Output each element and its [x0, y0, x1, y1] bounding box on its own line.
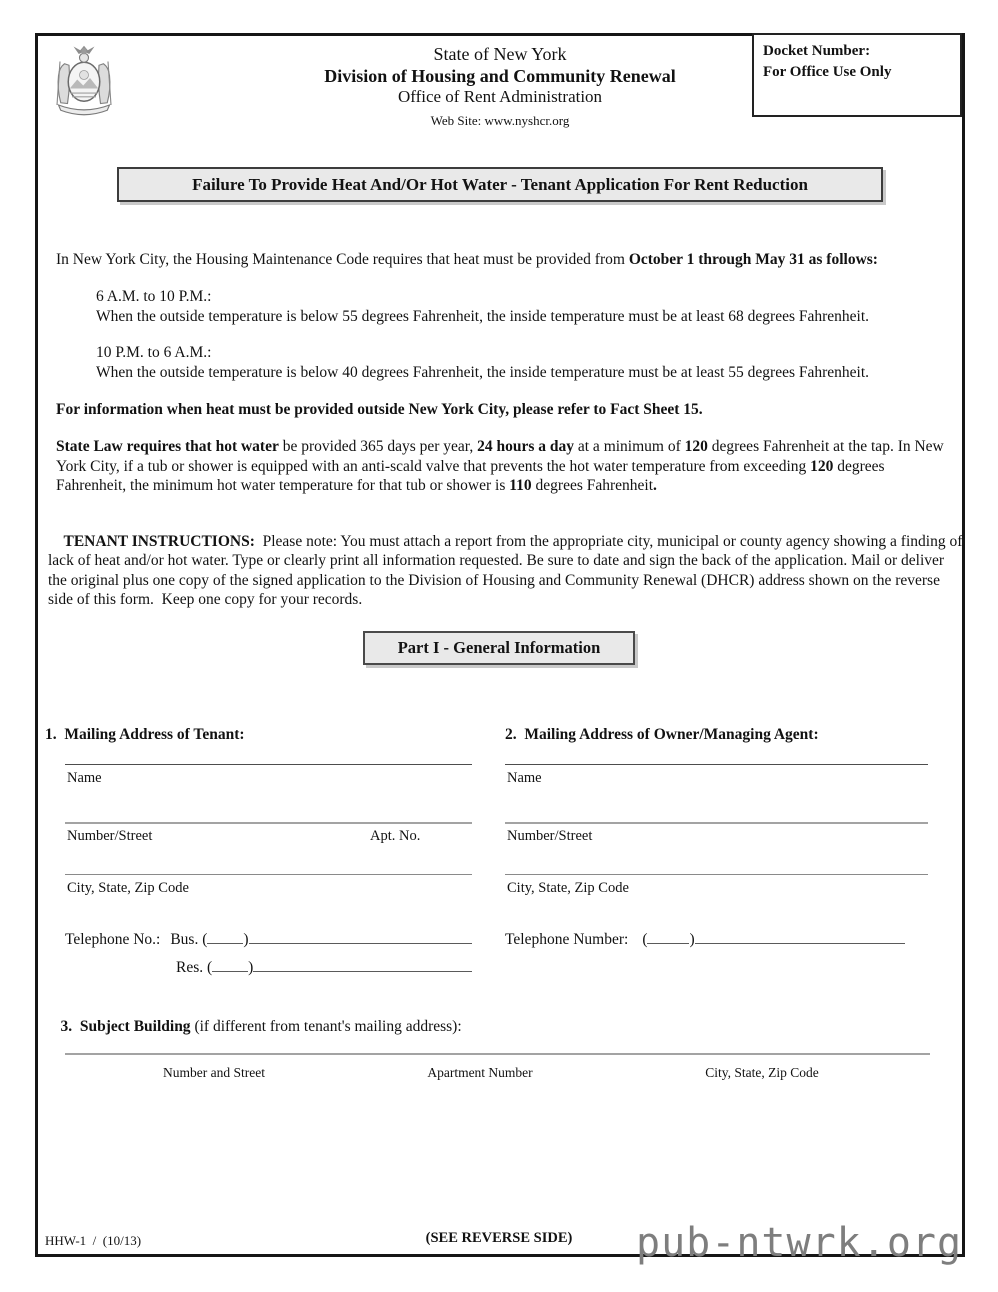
hot-water-b6: . — [653, 477, 657, 494]
subject-building-heading-rest: (if different from tenant's mailing address): — [190, 1017, 462, 1035]
header-office: Office of Rent Administration — [397, 87, 603, 107]
tenant-name-line — [65, 764, 472, 765]
tenant-street-label: Number/Street — [67, 828, 153, 844]
hot-water-paragraph — [56, 437, 955, 496]
schedule-day-time: 6 A.M. to 10 P.M.: — [96, 288, 212, 305]
owner-name-line — [505, 764, 928, 765]
hot-water-t3: degrees Fahrenheit at the tap. In New York City, if a tub or shower is equipped with an anti-scald valve that prevents the hot water temperature from exceeding — [56, 438, 944, 475]
tenant-city-label: City, State, Zip Code — [67, 880, 189, 896]
header-division: Division of Housing and Community Renewal — [324, 65, 676, 86]
tenant-apt-label: Apt. No. — [370, 828, 421, 844]
tenant-phone-res-row — [176, 956, 472, 977]
hot-water-b1: State Law requires that hot water — [56, 438, 279, 455]
schedule-night-time: 10 P.M. to 6 A.M.: — [96, 344, 212, 361]
tenant-phone-bus-area-blank — [207, 928, 243, 944]
subject-building-line — [65, 1053, 930, 1055]
subject-city-label: City, State, Zip Code — [705, 1065, 819, 1080]
hot-water-b5: 110 — [509, 477, 532, 494]
part1-title: Part I - General Information — [397, 638, 601, 657]
tenant-phone-bus-open: Bus. ( — [170, 931, 208, 948]
hot-water-b2: 24 hours a day — [477, 438, 574, 455]
subject-street-label: Number and Street — [163, 1065, 265, 1080]
header-state: State of New York — [433, 44, 567, 64]
owner-phone-area-blank — [647, 928, 689, 944]
schedule-night-rule: When the outside temperature is below 40 degrees Fahrenheit, the inside temperature must be at least 55 degrees Fahrenheit. — [96, 363, 870, 381]
owner-name-label: Name — [507, 770, 542, 786]
hot-water-b4: 120 — [810, 457, 834, 475]
tenant-address-heading: 1. Mailing Address of Tenant: — [45, 726, 245, 743]
owner-phone-open: ( — [642, 931, 648, 948]
form-title-box — [117, 167, 883, 202]
hot-water-t4: degrees Fahrenheit, the minimum hot water temperature for that tub or shower is — [56, 457, 885, 494]
tenant-city-line — [65, 874, 472, 875]
tenant-phone-label: Telephone No.: — [65, 931, 161, 948]
owner-address-heading: 2. Mailing Address of Owner/Managing Agent: — [505, 726, 819, 743]
tenant-instructions — [48, 512, 967, 629]
ny-state-seal-icon — [46, 39, 122, 117]
owner-street-label: Number/Street — [507, 828, 593, 844]
tenant-phone-res-number-blank — [253, 956, 472, 972]
schedule-night — [96, 343, 942, 382]
tenant-phone-res-close: ) — [248, 959, 254, 976]
hot-water-t5: degrees Fahrenheit — [531, 477, 654, 494]
site-watermark: pub-ntwrk.org — [636, 1220, 963, 1266]
schedule-day — [96, 287, 942, 326]
intro-bold-dates: October 1 through May 31 as follows: — [628, 251, 878, 268]
see-reverse-note: (SEE REVERSE SIDE) — [425, 1230, 573, 1246]
owner-phone-row — [505, 928, 905, 949]
tenant-phone-res-open: Res. ( — [176, 959, 213, 976]
owner-street-line — [505, 822, 928, 824]
owner-phone-number-blank — [695, 928, 905, 944]
owner-phone-close: ) — [689, 931, 695, 948]
tenant-phone-bus-row — [65, 928, 472, 949]
header-website: Web Site: www.nyshcr.org — [430, 112, 570, 128]
intro-paragraph — [56, 250, 956, 270]
subject-building-heading — [45, 997, 945, 1056]
owner-phone-label: Telephone Number: — [505, 931, 629, 948]
subject-building-heading-bold: 3. Subject Building — [60, 1017, 191, 1035]
tenant-phone-res-area-blank — [212, 956, 248, 972]
docket-label: Docket Number: — [763, 43, 871, 59]
part1-header-box — [363, 631, 635, 665]
owner-city-label: City, State, Zip Code — [507, 880, 629, 896]
subject-apt-label: Apartment Number — [427, 1065, 533, 1080]
form-code: HHW-1 / (10/13) — [45, 1233, 142, 1248]
schedule-day-rule: When the outside temperature is below 55 degrees Fahrenheit, the inside temperature must be at least 68 degrees Fahrenheit. — [96, 307, 870, 325]
docket-office-use: For Office Use Only — [763, 64, 892, 80]
docket-number-box — [752, 33, 962, 117]
tenant-street-line — [65, 822, 472, 824]
form-title: Failure To Provide Heat And/Or Hot Water - Tenant Application For Rent Reduction — [192, 174, 808, 194]
owner-city-line — [505, 874, 928, 875]
intro-text: In New York City, the Housing Maintenance Code requires that heat must be provided from — [56, 251, 629, 268]
hot-water-t1: be provided 365 days per year, — [278, 438, 478, 455]
tenant-name-label: Name — [67, 770, 102, 786]
fact-sheet-note: For information when heat must be provided outside New York City, please refer to Fact Sheet 15. — [56, 401, 703, 418]
hot-water-t2: at a minimum of — [574, 438, 685, 455]
hot-water-b3: 120 — [684, 438, 708, 455]
tenant-instructions-label: TENANT INSTRUCTIONS: — [63, 532, 255, 550]
tenant-phone-bus-close: ) — [243, 931, 249, 948]
tenant-phone-bus-number-blank — [249, 928, 472, 944]
tenant-instructions-text: Please note: You must attach a report from the appropriate city, municipal or county agency showing a finding of lack of heat and/or hot water. Type or clearly print all information requested. Be sure to date and sign the back of the application. Mail or deliver the original plus one copy of the signed application to the Division of Housing and Community Renewal (DHCR) address shown on the reverse side of this form. Keep one copy for your records. — [48, 532, 967, 608]
